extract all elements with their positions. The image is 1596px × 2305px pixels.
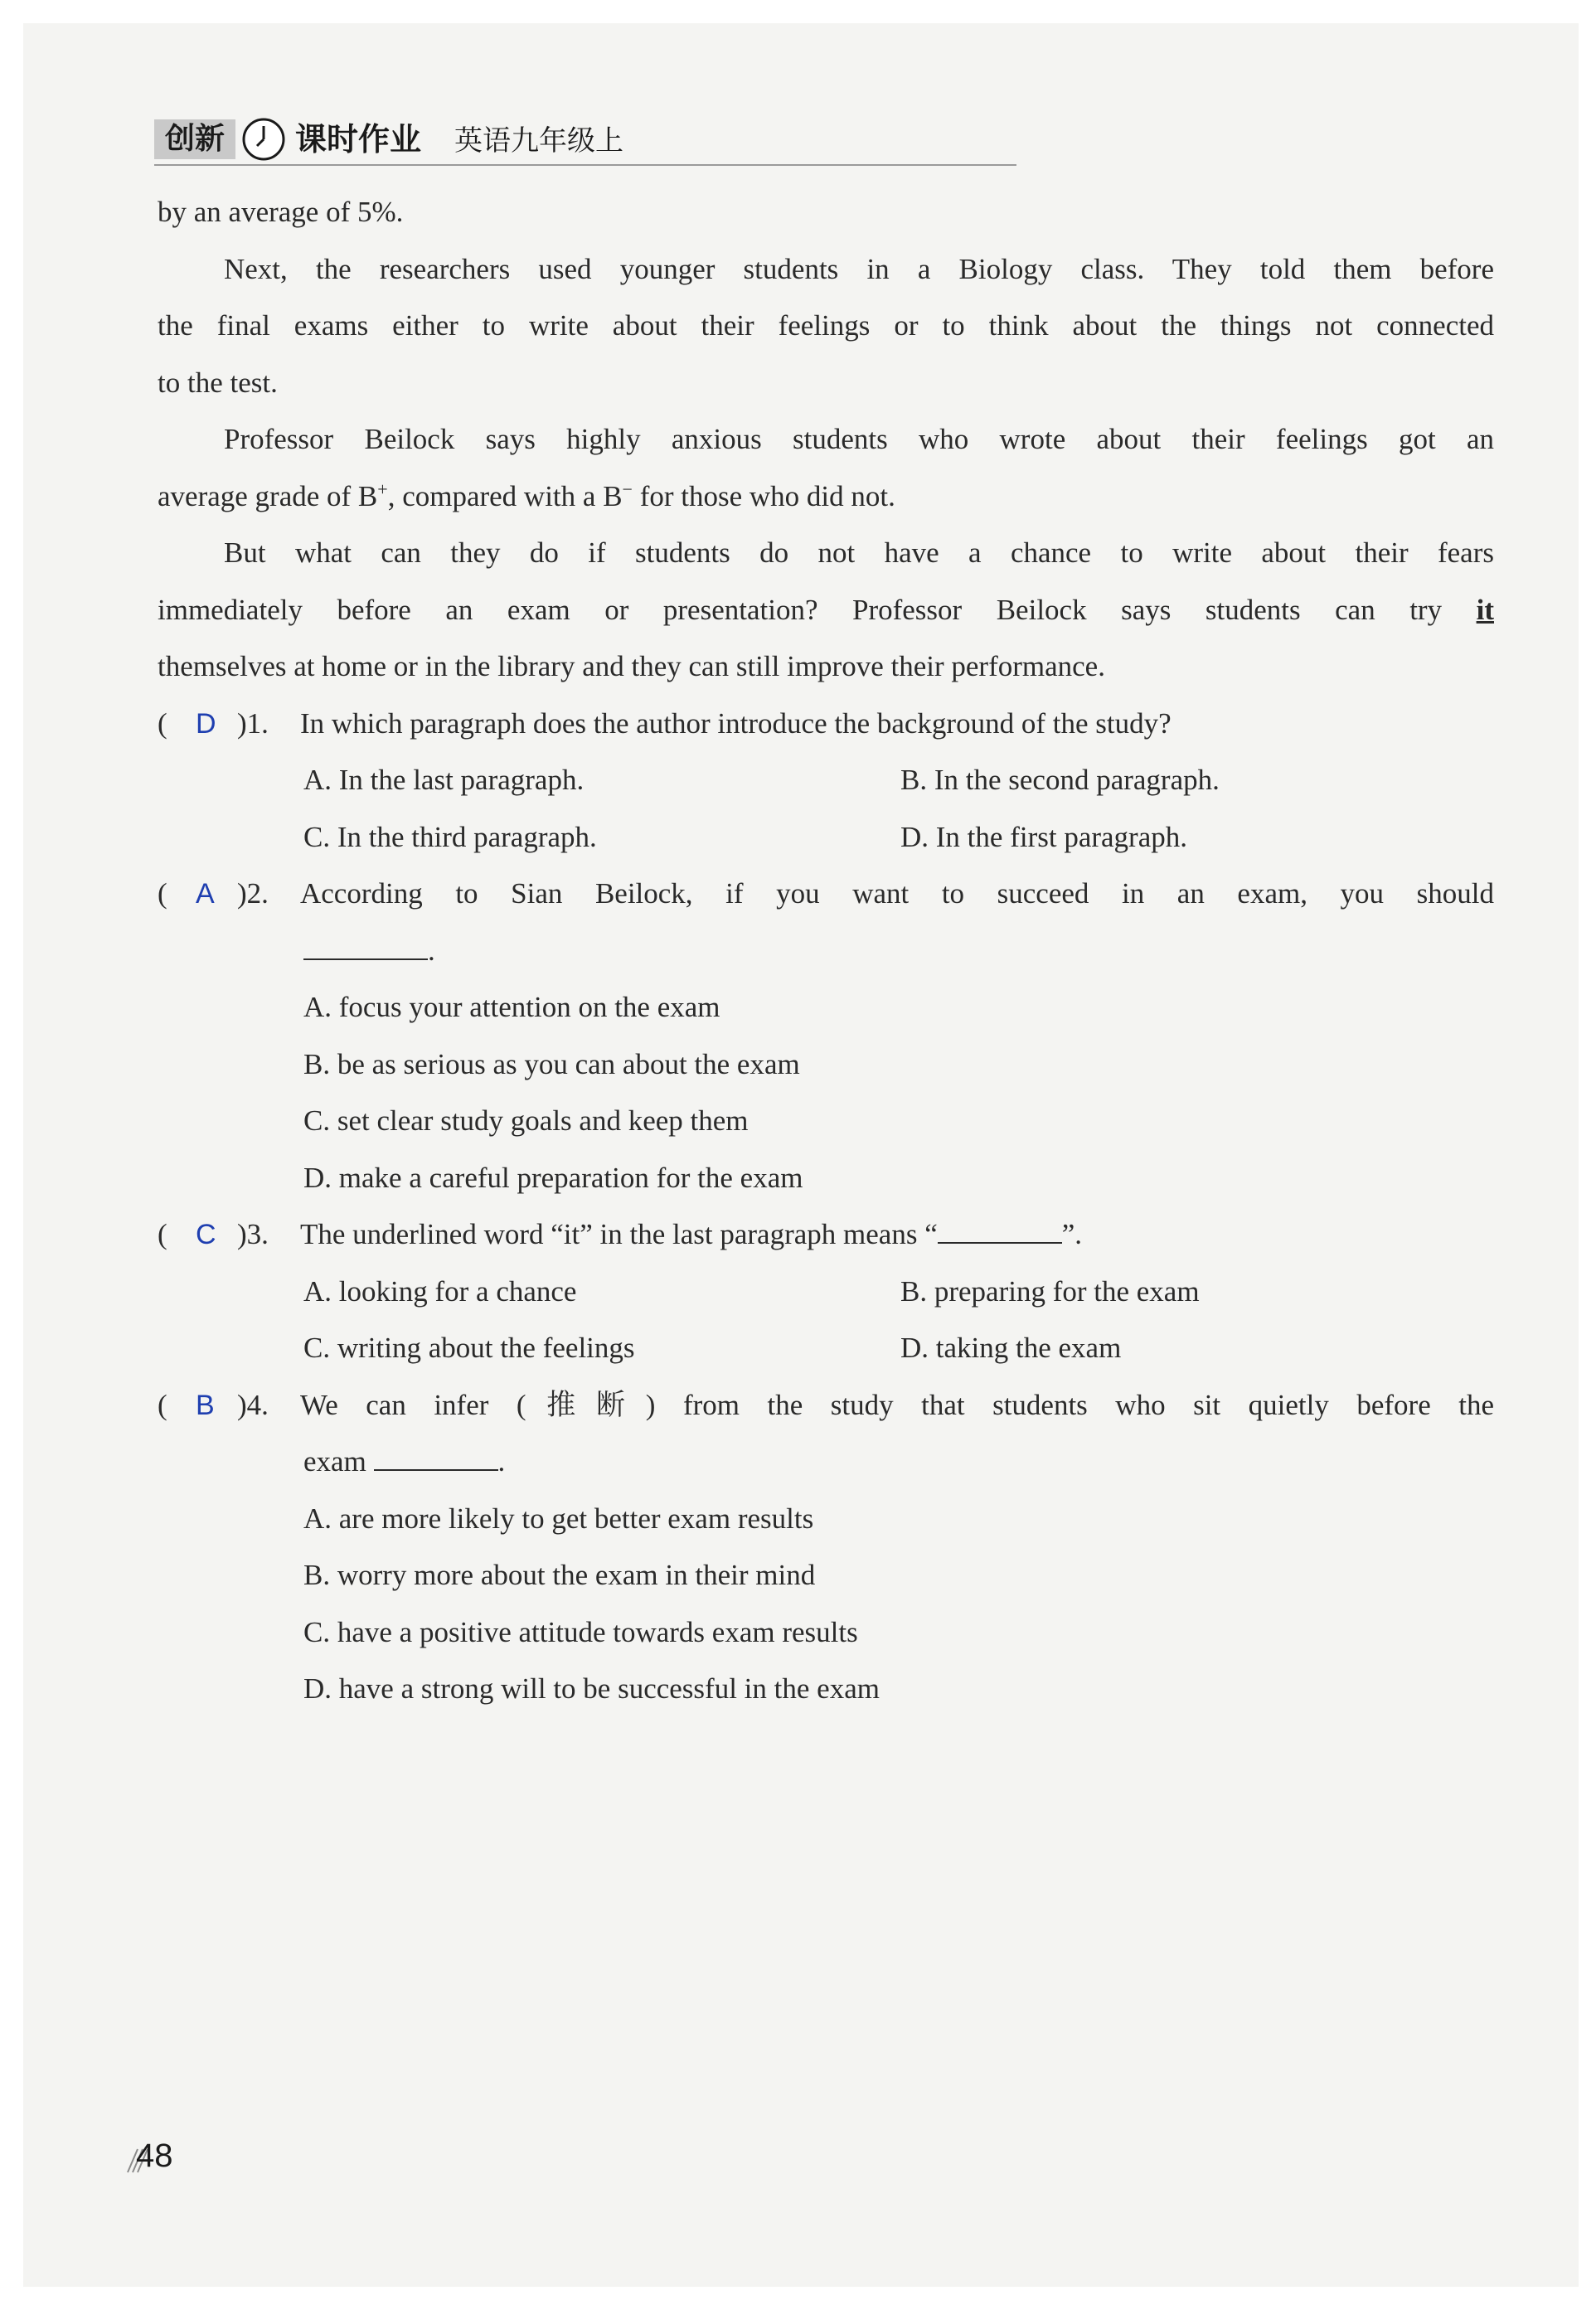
question-stem: The underlined word “it” in the last paragraph means “	[300, 1218, 938, 1250]
question-stem: We can infer (推断) from the study that students who sit quietly before the	[300, 1388, 1494, 1421]
question-3	[158, 1206, 1494, 1264]
option-a: A. looking for a chance	[303, 1274, 577, 1308]
text: immediately before an exam or presentation? Professor Beilock says students can try	[158, 593, 1477, 626]
superscript: −	[622, 478, 633, 499]
option-d: D. have a strong will to be successful in the exam	[303, 1672, 880, 1705]
passage-line: themselves at home or in the library and they can still improve their performance.	[158, 650, 1105, 682]
text: exam	[303, 1445, 366, 1478]
text: average grade of B	[158, 479, 378, 512]
answer-blank	[303, 937, 428, 960]
brand-box: 创新	[154, 119, 235, 159]
page-number: 48	[136, 2138, 173, 2174]
answer-paren	[158, 866, 300, 923]
text: .	[428, 934, 435, 967]
passage-line: to the test.	[158, 366, 278, 399]
question-number: )4.	[237, 1388, 269, 1421]
passage-line: But what can they do if students do not have a chance to write about their fears	[224, 536, 1494, 569]
brand-subtitle: 英语九年级上	[454, 124, 623, 158]
text: for those who did not.	[632, 479, 895, 512]
superscript: +	[377, 478, 388, 499]
question-1	[158, 696, 1494, 753]
options-row	[158, 1264, 1494, 1321]
question-number: )1.	[237, 706, 269, 740]
question-number: )3.	[237, 1218, 269, 1250]
clock-icon	[240, 116, 287, 163]
passage-line: the final exams either to write about their feelings or to think about the things not connected	[158, 309, 1494, 342]
option-a: A. focus your attention on the exam	[303, 991, 720, 1023]
passage-line	[158, 468, 1494, 526]
page-header	[154, 116, 1016, 166]
answer-paren	[158, 696, 300, 753]
answer-blank-line	[158, 923, 1494, 980]
option-a: A. are more likely to get better exam results	[303, 1502, 814, 1535]
paren-open: (	[158, 706, 167, 740]
option-d: D. taking the exam	[900, 1332, 1122, 1364]
answer-mark: D	[196, 707, 216, 740]
question-2	[158, 866, 1494, 923]
answer-paren	[158, 1206, 300, 1264]
options-row	[158, 809, 1494, 866]
content	[158, 184, 1494, 1718]
brand-title: 课时作业	[295, 121, 422, 158]
option-c: C. set clear study goals and keep them	[303, 1104, 749, 1137]
option-b: B. worry more about the exam in their mind	[303, 1559, 816, 1591]
answer-paren	[158, 1377, 300, 1434]
answer-mark: C	[196, 1219, 216, 1250]
answer-blank	[938, 1220, 1062, 1244]
text: ”.	[1061, 1218, 1083, 1250]
question-stem: According to Sian Beilock, if you want to succeed in an exam, you should	[300, 877, 1494, 910]
answer-mark: B	[196, 1389, 215, 1421]
option-c: C. In the third paragraph.	[303, 820, 597, 853]
passage-line: Next, the researchers used younger students in a Biology class. They told them before	[224, 252, 1494, 285]
option-b: B. be as serious as you can about the exam	[303, 1047, 800, 1080]
paren-open: (	[158, 1218, 167, 1250]
passage-line: by an average of 5%.	[158, 196, 404, 228]
answer-mark: A	[196, 878, 215, 910]
text: .	[497, 1445, 506, 1478]
passage-line: Professor Beilock says highly anxious students who wrote about their feelings got an	[224, 423, 1494, 455]
option-c: C. have a positive attitude towards exam results	[303, 1615, 858, 1648]
options-row	[158, 752, 1494, 809]
option-a: A. In the last paragraph.	[303, 764, 585, 796]
option-d: D. In the first paragraph.	[900, 820, 1187, 853]
options-row	[158, 1320, 1494, 1377]
option-d: D. make a careful preparation for the exam	[303, 1161, 803, 1194]
option-b: B. In the second paragraph.	[900, 764, 1220, 796]
question-stem-cont	[158, 1434, 1494, 1491]
option-c: C. writing about the feelings	[303, 1332, 635, 1364]
paren-open: (	[158, 1388, 167, 1421]
underlined-word: it	[1476, 593, 1494, 626]
option-b: B. preparing for the exam	[900, 1274, 1200, 1308]
question-stem: In which paragraph does the author introduce the background of the study?	[300, 706, 1172, 740]
passage-line	[158, 582, 1494, 639]
paren-open: (	[158, 877, 167, 910]
header-rule	[154, 164, 1016, 166]
answer-blank	[374, 1448, 498, 1471]
text: , compared with a B	[387, 479, 623, 512]
question-4	[158, 1377, 1494, 1434]
question-number: )2.	[237, 877, 269, 910]
